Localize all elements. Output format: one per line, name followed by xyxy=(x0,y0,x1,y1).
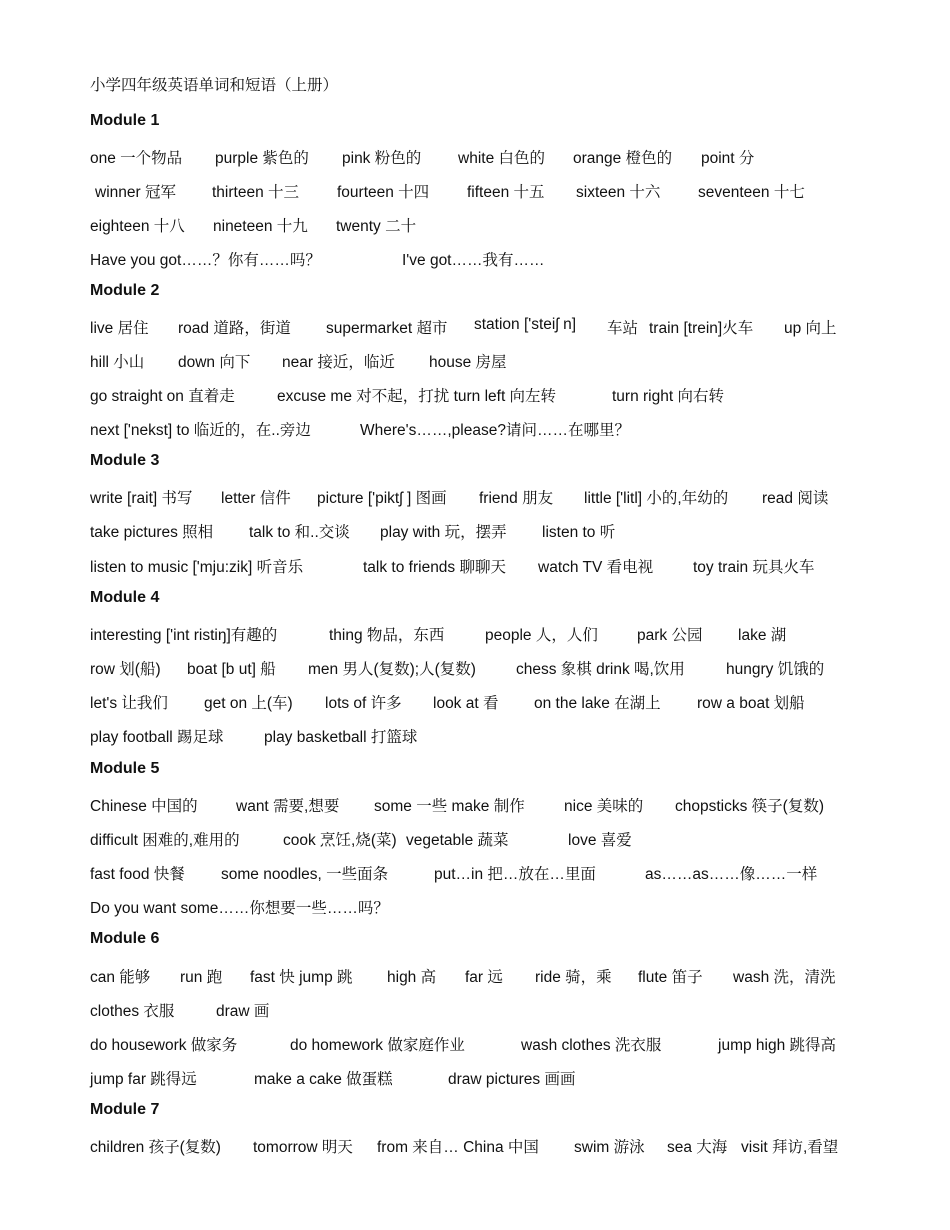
vocab-term: Where's……,please?请问……在哪里？ xyxy=(360,422,630,439)
vocab-term: ride 骑，乘 xyxy=(535,969,612,986)
vocab-term: I've got……我有…… xyxy=(402,252,545,269)
module-heading: Module 7 xyxy=(90,1101,160,1118)
vocab-term: run 跑 xyxy=(180,969,223,986)
vocab-term: twenty 二十 xyxy=(336,218,417,235)
vocab-term: fifteen 十五 xyxy=(467,184,545,201)
module-heading: Module 6 xyxy=(90,930,160,947)
vocab-term: look at 看 xyxy=(433,695,499,712)
module-heading: Module 2 xyxy=(90,282,160,299)
vocab-term: from 来自… China 中国 xyxy=(377,1139,539,1156)
vocab-term: difficult 困难的,难用的 xyxy=(90,832,240,849)
vocab-term: little ['litl] 小的,年幼的 xyxy=(584,490,729,507)
vocab-term: Do you want some……你想要一些……吗？ xyxy=(90,900,389,917)
vocab-term: visit 拜访,看望 xyxy=(741,1139,839,1156)
vocab-term: hill 小山 xyxy=(90,354,145,371)
vocab-term: high 高 xyxy=(387,969,437,986)
vocab-term: thing 物品，东西 xyxy=(329,627,445,644)
vocab-term: play with 玩，摆弄 xyxy=(380,524,507,541)
vocab-term: tomorrow 明天 xyxy=(253,1139,353,1156)
vocab-term: letter 信件 xyxy=(221,490,291,507)
vocab-term: row a boat 划船 xyxy=(697,695,805,712)
vocab-term: on the lake 在湖上 xyxy=(534,695,661,712)
vocab-term: row 划(船) xyxy=(90,661,161,678)
vocab-term: love 喜爱 xyxy=(568,832,632,849)
vocab-term: orange 橙色的 xyxy=(573,150,673,167)
vocab-term: watch TV 看电视 xyxy=(538,559,654,576)
vocab-term: listen to 听 xyxy=(542,524,616,541)
vocab-term: toy train 玩具火车 xyxy=(693,559,815,576)
vocab-term: park 公园 xyxy=(637,627,703,644)
vocab-term: point 分 xyxy=(701,150,755,167)
vocab-term: purple 紫色的 xyxy=(215,150,309,167)
vocab-term: read 阅读 xyxy=(762,490,829,507)
vocab-term: flute 笛子 xyxy=(638,969,703,986)
vocab-term: friend 朋友 xyxy=(479,490,554,507)
vocab-term: clothes 衣服 xyxy=(90,1003,175,1020)
vocab-term: draw pictures 画画 xyxy=(448,1071,576,1088)
vocab-term: supermarket 超市 xyxy=(326,320,448,337)
vocab-term: interesting ['int ristiŋ]有趣的 xyxy=(90,627,278,644)
vocab-term: wash clothes 洗衣服 xyxy=(521,1037,662,1054)
vocab-term: men 男人(复数);人(复数) xyxy=(308,661,476,678)
vocab-term: picture ['piktʃ ] 图画 xyxy=(317,490,447,507)
vocab-term: fourteen 十四 xyxy=(337,184,430,201)
vocab-term: train [trein]火车 xyxy=(649,320,754,337)
page-title: 小学四年级英语单词和短语（上册） xyxy=(90,76,339,94)
vocab-term: lots of 许多 xyxy=(325,695,402,712)
vocab-term: near 接近，临近 xyxy=(282,354,395,371)
module-heading: Module 4 xyxy=(90,589,160,606)
vocab-term: jump far 跳得远 xyxy=(90,1071,197,1088)
vocab-term: get on 上(车) xyxy=(204,695,293,712)
vocab-term: eighteen 十八 xyxy=(90,218,185,235)
vocab-term: jump high 跳得高 xyxy=(718,1037,837,1054)
vocab-term: station ['steiʃ n] xyxy=(474,316,577,333)
vocab-term: some 一些 make 制作 xyxy=(374,798,525,815)
vocab-term: excuse me 对不起，打扰 turn left 向左转 xyxy=(277,388,557,405)
vocab-term: Have you got……？你有……吗？ xyxy=(90,252,321,269)
vocab-term: people 人，人们 xyxy=(485,627,598,644)
vocab-term: live 居住 xyxy=(90,320,149,337)
module-heading: Module 3 xyxy=(90,452,160,469)
vocab-term: do homework 做家庭作业 xyxy=(290,1037,465,1054)
vocab-term: want 需要,想要 xyxy=(236,798,340,815)
vocab-term: winner 冠军 xyxy=(95,184,176,201)
vocab-term: talk to 和..交谈 xyxy=(249,524,350,541)
vocab-term: talk to friends 聊聊天 xyxy=(363,559,506,576)
vocab-term: down 向下 xyxy=(178,354,251,371)
vocab-term: turn right 向右转 xyxy=(612,388,724,405)
vocab-term: put…in 把…放在…里面 xyxy=(434,866,596,883)
vocab-term: listen to music ['mju:zik] 听音乐 xyxy=(90,559,304,576)
module-heading: Module 5 xyxy=(90,760,160,777)
vocab-term: chopsticks 筷子(复数) xyxy=(675,798,824,815)
vocab-term: play basketball 打篮球 xyxy=(264,729,418,746)
vocab-term: up 向上 xyxy=(784,320,837,337)
vocab-term: thirteen 十三 xyxy=(212,184,300,201)
vocab-term: nice 美味的 xyxy=(564,798,644,815)
module-heading: Module 1 xyxy=(90,112,160,129)
vocab-term: fast 快 jump 跳 xyxy=(250,969,353,986)
vocab-term: fast food 快餐 xyxy=(90,866,185,883)
vocab-term: sixteen 十六 xyxy=(576,184,661,201)
vocab-term: one 一个物品 xyxy=(90,150,183,167)
vocab-term: go straight on 直着走 xyxy=(90,388,235,405)
vocab-term: as……as……像……一样 xyxy=(645,866,818,883)
vocab-term: write [rait] 书写 xyxy=(90,490,193,507)
vocab-term: far 远 xyxy=(465,969,503,986)
vocab-term: 车站 xyxy=(607,320,639,337)
vocab-term: hungry 饥饿的 xyxy=(726,661,825,678)
vocab-term: some noodles, 一些面条 xyxy=(221,866,389,883)
vocab-term: children 孩子(复数) xyxy=(90,1139,221,1156)
vocab-term: house 房屋 xyxy=(429,354,507,371)
vocab-term: white 白色的 xyxy=(458,150,545,167)
vocab-term: chess 象棋 drink 喝,饮用 xyxy=(516,661,685,678)
vocab-term: lake 湖 xyxy=(738,627,787,644)
vocab-term: let's 让我们 xyxy=(90,695,168,712)
vocab-term: play football 踢足球 xyxy=(90,729,224,746)
vocab-term: draw 画 xyxy=(216,1003,270,1020)
vocab-term: next ['nekst] to 临近的，在..旁边 xyxy=(90,422,311,439)
vocab-term: Chinese 中国的 xyxy=(90,798,198,815)
vocab-term: make a cake 做蛋糕 xyxy=(254,1071,393,1088)
vocab-term: vegetable 蔬菜 xyxy=(406,832,509,849)
vocab-term: sea 大海 xyxy=(667,1139,728,1156)
vocab-term: do housework 做家务 xyxy=(90,1037,238,1054)
vocab-term: nineteen 十九 xyxy=(213,218,308,235)
vocab-term: take pictures 照相 xyxy=(90,524,214,541)
vocab-term: seventeen 十七 xyxy=(698,184,805,201)
vocab-term: swim 游泳 xyxy=(574,1139,645,1156)
vocab-term: pink 粉色的 xyxy=(342,150,422,167)
vocab-term: can 能够 xyxy=(90,969,151,986)
vocab-term: road 道路，街道 xyxy=(178,320,291,337)
vocab-term: wash 洗，清洗 xyxy=(733,969,836,986)
vocab-term: boat [b ut] 船 xyxy=(187,661,276,678)
vocab-term: cook 烹饪,烧(菜) xyxy=(283,832,397,849)
